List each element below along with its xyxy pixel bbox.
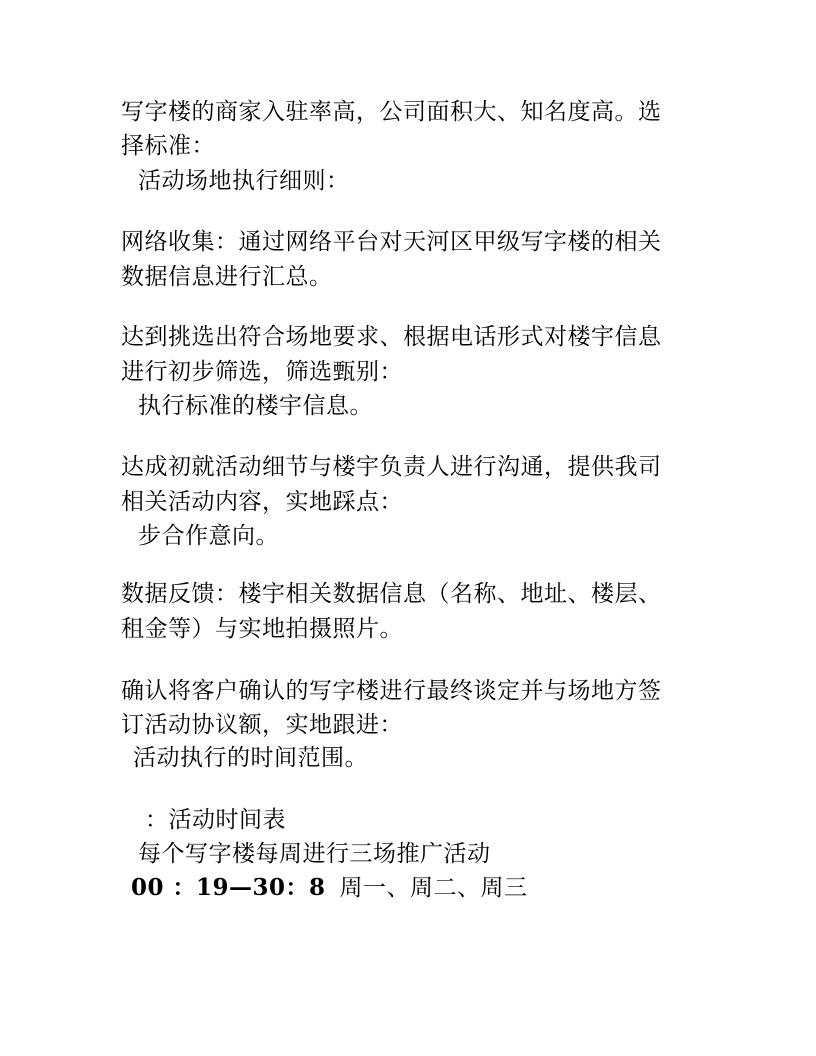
text-line: 活动执行的时间范围。 [133,745,368,771]
text-line: 达成初就活动细节与楼宇负责人进行沟通，提供我司 [121,454,662,480]
text-line: 订活动协议额，实地跟进： [121,712,403,738]
text-line: 数据反馈：楼宇相关数据信息（名称、地址、楼层、 [121,581,662,607]
text-line: 确认将客户确认的写字楼进行最终谈定并与场地方签 [121,678,662,704]
text-line: 进行初步筛选，筛选甄别： [121,359,403,385]
text-line: 租金等）与实地拍摄照片。 [121,616,403,642]
text-line: 步合作意向。 [138,523,279,549]
text-line: 达到挑选出符合场地要求、根据电话形式对楼宇信息 [121,324,662,350]
schedule-time: 00 ：19—30：8 [131,874,326,901]
text-line: 相关活动内容，实地踩点： [121,489,403,515]
text-line: 写字楼的商家入驻率高，公司面积大、知名度高。选 [121,99,662,125]
schedule-description: 每个写字楼每周进行三场推广活动 [138,841,491,867]
text-line: 择标准： [121,133,215,159]
text-line: 网络收集：通过网络平台对天河区甲级写字楼的相关 [121,229,662,255]
schedule-line [131,873,528,903]
schedule-days: 周一、周二、周三 [339,875,528,901]
text-line: 活动场地执行细则： [138,168,350,194]
schedule-heading: ：活动时间表 [145,807,286,833]
text-line: 数据信息进行汇总。 [121,264,333,290]
text-line: 执行标准的楼宇信息。 [138,393,373,419]
